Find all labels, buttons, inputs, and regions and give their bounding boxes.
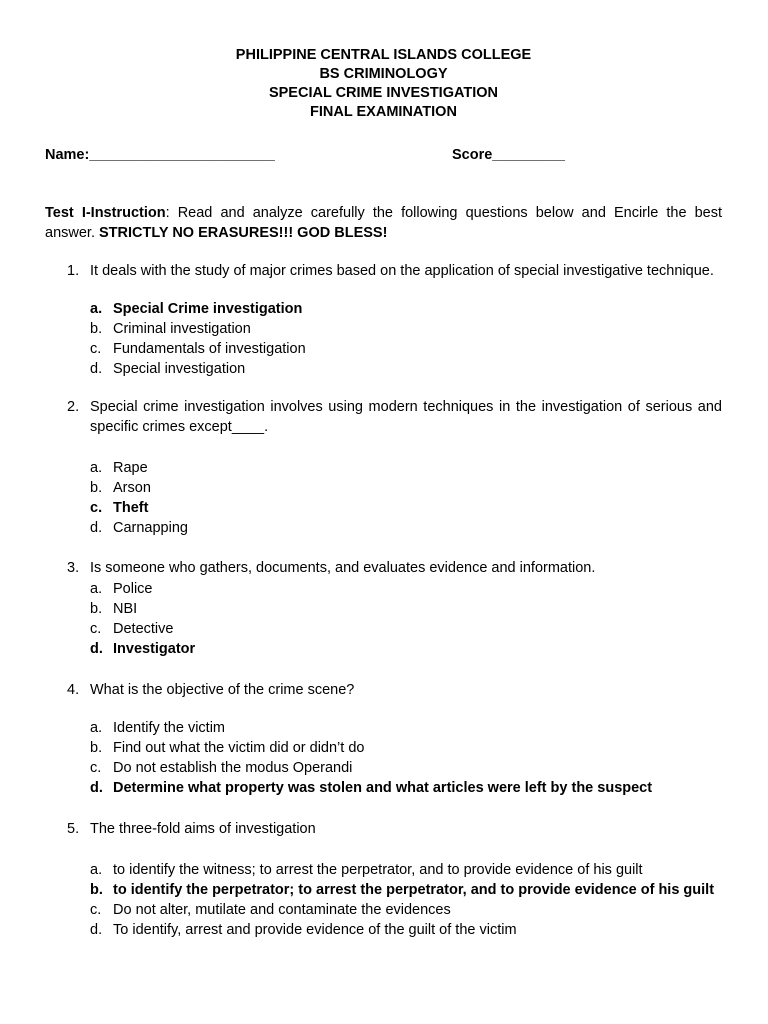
exam-header [45, 46, 722, 122]
question-1-options [45, 299, 722, 379]
question-number: 5. [67, 821, 80, 837]
question-text: Special crime investigation involves using modern techniques in the investigation of serious and specific crimes except____. [90, 399, 722, 435]
program-name: BS CRIMINOLOGY [319, 66, 448, 82]
option-d[interactable]: d. To identify, arrest and provide evidence of the guilt of the victim [90, 922, 517, 938]
question-3-options [45, 579, 722, 659]
question-1 [45, 261, 722, 281]
option-a[interactable]: a. to identify the witness; to arrest the perpetrator, and to provide evidence of his guilt [90, 862, 643, 878]
exam-title: FINAL EXAMINATION [310, 104, 457, 120]
instruction [45, 203, 722, 243]
question-2-options [45, 458, 722, 538]
option-c[interactable]: c. Detective [90, 621, 174, 637]
option-c[interactable]: c. Fundamentals of investigation [90, 341, 306, 357]
question-5-options [45, 860, 722, 940]
question-text: It deals with the study of major crimes based on the application of special investigative technique. [90, 263, 714, 279]
score-field: Score_________ [452, 147, 565, 163]
option-b[interactable]: b. to identify the perpetrator; to arrest the perpetrator, and to provide evidence of his guilt [90, 882, 715, 898]
option-c[interactable]: c. Do not establish the modus Operandi [90, 760, 353, 776]
option-b[interactable]: b. Find out what the victim did or didn’t do [90, 740, 365, 756]
option-a[interactable]: a. Identify the victim [90, 720, 226, 736]
option-d[interactable]: d. Carnapping [90, 520, 188, 536]
question-5 [45, 819, 722, 839]
option-b[interactable]: b. NBI [90, 601, 138, 617]
option-d[interactable]: d. Determine what property was stolen and what articles were left by the suspect [90, 780, 653, 796]
option-d[interactable]: d. Special investigation [90, 361, 246, 377]
name-field: Name:_______________________ [45, 147, 275, 163]
option-a[interactable]: a. Police [90, 581, 153, 597]
exam-page [45, 46, 722, 940]
question-number: 4. [67, 682, 80, 698]
option-b[interactable]: b. Arson [90, 480, 151, 496]
option-a[interactable]: a. Special Crime investigation [90, 301, 303, 317]
option-d[interactable]: d. Investigator [90, 641, 196, 657]
college-name: PHILIPPINE CENTRAL ISLANDS COLLEGE [235, 47, 532, 63]
question-2 [45, 397, 722, 437]
question-4-options [45, 718, 722, 798]
subject-name: SPECIAL CRIME INVESTIGATION [268, 85, 499, 101]
option-b[interactable]: b. Criminal investigation [90, 321, 251, 337]
question-3 [45, 558, 722, 578]
question-text: The three-fold aims of investigation [90, 821, 316, 837]
question-4 [45, 680, 722, 700]
question-number: 1. [67, 263, 80, 279]
instruction-text: : Read and analyze carefully the following questions below and Encirle the best answer. [45, 205, 722, 241]
instruction-label: Test I-Instruction [45, 205, 166, 221]
instruction-emphasis: STRICTLY NO ERASURES!!! GOD BLESS! [99, 225, 388, 241]
question-number: 3. [67, 560, 80, 576]
option-c[interactable]: c. Theft [90, 500, 149, 516]
question-text: What is the objective of the crime scene? [90, 682, 355, 698]
option-a[interactable]: a. Rape [90, 460, 148, 476]
question-text: Is someone who gathers, documents, and evaluates evidence and information. [90, 560, 596, 576]
name-score-row [45, 145, 722, 165]
option-c[interactable]: c. Do not alter, mutilate and contaminate the evidences [90, 902, 451, 918]
question-number: 2. [67, 399, 80, 415]
